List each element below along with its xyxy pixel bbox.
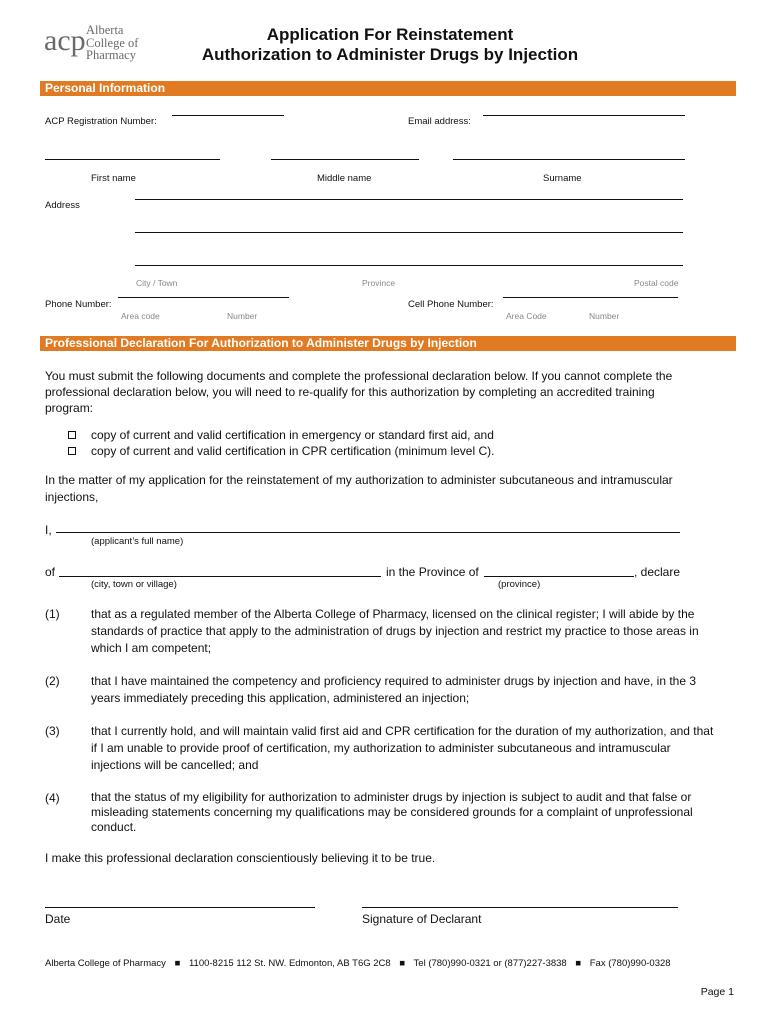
separator-icon: ■ (174, 958, 181, 969)
address-line-1[interactable] (135, 199, 683, 200)
middle-name-field[interactable] (271, 159, 419, 160)
signature-field[interactable] (362, 907, 678, 908)
logo-wordmark (86, 24, 138, 62)
checklist-item: copy of current and valid certification in emergency or standard first aid, and (68, 427, 494, 443)
declaration-item-2: that I have maintained the competency and proficiency required to administer drugs by injection and have, in the 3 years immediately preceding this application, administered an injection; (91, 674, 697, 705)
title-line-1: Application For Reinstatement (266, 25, 514, 44)
cell-phone-field[interactable] (503, 297, 678, 298)
middle-name-label: Middle name (317, 173, 372, 184)
item-number: (4) (45, 791, 60, 805)
item-number: (3) (45, 724, 60, 738)
cell-number-label: Number (589, 311, 620, 321)
address-line-2[interactable] (135, 232, 683, 233)
applicant-name-hint: (applicant’s full name) (91, 536, 184, 547)
cell-area-code-label: Area Code (506, 311, 547, 321)
phone-area-code-label: Area code (121, 311, 160, 321)
logo-line-3: Pharmacy (86, 48, 136, 62)
checklist (68, 427, 494, 459)
logo-line-1: Alberta (86, 23, 124, 37)
city-field[interactable] (59, 576, 381, 577)
date-label: Date (45, 912, 71, 926)
signature-label: Signature of Declarant (362, 912, 482, 926)
separator-icon: ■ (399, 958, 406, 969)
province-hint: (province) (498, 579, 541, 590)
checkbox-icon[interactable] (68, 431, 76, 439)
city-label: City / Town (136, 278, 178, 288)
phone-number-label: Number (227, 311, 258, 321)
province-label: Province (362, 278, 396, 288)
email-label: Email address: (408, 116, 471, 127)
applicant-name-field[interactable] (56, 532, 680, 533)
checklist-item: copy of current and valid certification in CPR certification (minimum level C). (68, 443, 494, 459)
declaration-item-3: that I currently hold, and will maintain valid first aid and CPR certification for the duration of my authorization, and that if I am unable to provide proof of certification, my authorization to administer subcutaneous and intramuscular injections will be cancelled; and (91, 724, 714, 772)
date-field[interactable] (45, 907, 315, 908)
acp-reg-label: ACP Registration Number: (45, 116, 157, 127)
footer-contact: Alberta College of Pharmacy ■ 1100-8215 112 St. NW. Edmonton, AB T6G 2C8 ■ Tel (780)990-0321 or (877)227-3838 ■ Fax (780)990-0328 (45, 958, 671, 969)
closing-statement: I make this professional declaration conscientiously believing it to be true. (45, 851, 436, 865)
acp-reg-field[interactable] (172, 115, 284, 116)
of-label: of (45, 565, 56, 579)
section-header-declaration: Professional Declaration For Authorization to Administer Drugs by Injection (40, 336, 736, 351)
title-line-2: Authorization to Administer Drugs by Injection (201, 45, 579, 64)
page-number: Page 1 (700, 986, 734, 998)
city-hint: (city, town or village) (91, 579, 177, 590)
province-field[interactable] (484, 576, 634, 577)
item-number: (1) (45, 607, 60, 621)
declare-text: , declare (634, 565, 681, 579)
surname-label: Surname (543, 173, 582, 184)
logo-letters: acp (44, 24, 86, 57)
email-field[interactable] (483, 115, 685, 116)
section-header-personal: Personal Information (40, 81, 736, 96)
address-line-3[interactable] (135, 265, 683, 266)
phone-label: Phone Number: (45, 299, 112, 310)
acp-logo-icon (44, 22, 86, 76)
declaration-item-1: that as a regulated member of the Alberta College of Pharmacy, licensed on the clinical register; I will abide by the standards of practice that apply to the administration of drugs by injection and restrict my practice to those areas in which I am competent; (91, 607, 699, 655)
surname-field[interactable] (453, 159, 685, 160)
first-name-field[interactable] (45, 159, 220, 160)
logo-line-2: College of (86, 35, 139, 50)
i-label: I, (45, 523, 52, 537)
first-name-label: First name (91, 173, 136, 184)
declaration-item-4: that the status of my eligibility for authorization to administer drugs by injection is subject to audit and that false or misleading statements concerning my qualifications may be considered grounds for a complaint of unprofessional conduct. (91, 790, 693, 834)
phone-field[interactable] (118, 297, 289, 298)
separator-icon: ■ (575, 958, 582, 969)
matter-text: In the matter of my application for the reinstatement of my authorization to administer subcutaneous and intramuscular injections, (45, 473, 673, 504)
checkbox-icon[interactable] (68, 447, 76, 455)
province-text: in the Province of (386, 565, 479, 579)
declaration-intro: You must submit the following documents and complete the professional declaration below. If you cannot complete the professional declaration below, you will need to re-qualify for this authorization by completing an accredited training program: (45, 369, 673, 415)
postal-code-label: Postal code (634, 278, 679, 288)
page-title (175, 25, 605, 65)
cell-phone-label: Cell Phone Number: (408, 299, 494, 310)
item-number: (2) (45, 674, 60, 688)
address-label: Address (45, 200, 80, 211)
